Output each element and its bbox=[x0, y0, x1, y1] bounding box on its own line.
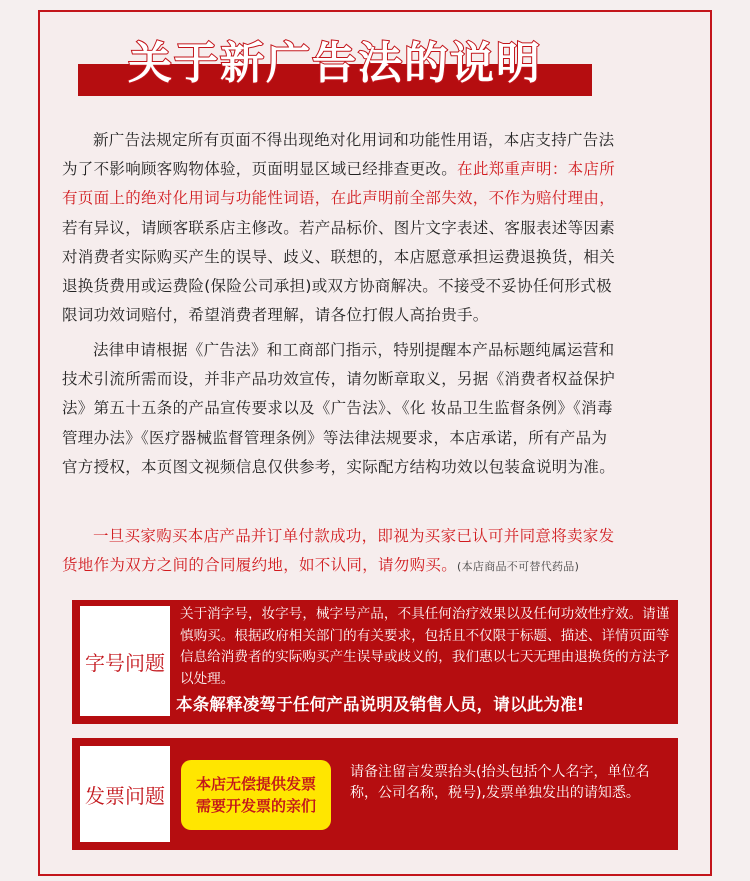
p1-text-2: 若有异议，请顾客联系店主修改。若产品标价、图片文字表述、客服表述等因素对消费者实际购买产生的误导、歧义、联想的，本店愿意承担运费退换货，相关退换货费用或运费险(保险公司承担)或双方协商解决。不接受不妥协任何形式极限词功效词赔付，希望消费者理解，请各位打假人高抬贵手。 bbox=[62, 218, 616, 325]
fapiao-label: 发票问题 bbox=[80, 746, 170, 842]
title-banner bbox=[78, 34, 592, 96]
p1-red-statement: 在此郑重声明：本店所有页面上的绝对化用词与功能性词语，在此声明前全部失效，不作为赔付理由， bbox=[62, 160, 616, 208]
invoice-badge-line2: 需要开发票的亲们 bbox=[195, 797, 316, 815]
zihao-label: 字号问题 bbox=[80, 606, 170, 716]
zihao-text: 关于消字号，妆字号，械字号产品，不具任何治疗效果以及任何功效性疗效。请谨慎购买。根据政府相关部门的有关要求，包括且不仅限于标题、描述、详情页面等信息给消费者的实际购买产生误导或歧义的，我们惠以七天无理由退换货的方法予以处理。 bbox=[180, 606, 670, 687]
invoice-badge-line1: 本店无偿提供发票 bbox=[195, 775, 316, 793]
p3-note: (本店商品不可替代药品) bbox=[457, 560, 580, 574]
paragraph-legal bbox=[62, 336, 622, 482]
p2-text: 法律申请根据《广告法》和工商部门指示，特别提醒本产品标题纯属运营和技术引流所需而设，并非产品功效宣传，请勿断章取义，另据《消费者权益保护法》第五十五条的产品宣传要求以及《广告法》、《化 妆品卫生监督条例》《消毒管理办法》《医疗器械监督管理条例》等法律法规要求，本店承诺，所有产品为官方授权，本页图文视频信息仅供参考，实际配方结构功效以包装盒说明为准。 bbox=[62, 341, 616, 476]
fapiao-text: 请备注留言发票抬头(抬头包括个人名字，单位名称，公司名称，税号),发票单独发出的请知悉。 bbox=[350, 764, 650, 801]
p3-red-text: 一旦买家购买本店产品并订单付款成功，即视为买家已认可并同意将卖家发货地作为双方之间的合同履约地，如不认同，请勿购买。 bbox=[62, 527, 615, 575]
paragraph-contract bbox=[62, 522, 622, 581]
zihao-box bbox=[72, 600, 678, 724]
invoice-badge bbox=[181, 760, 331, 830]
fapiao-box bbox=[72, 738, 678, 850]
paragraph-ad-law bbox=[62, 126, 622, 330]
page-title: 关于新广告法的说明 bbox=[128, 38, 542, 89]
zihao-bold-note: 本条解释凌驾于任何产品说明及销售人员，请以此为准! bbox=[176, 695, 585, 714]
p1-text-1: 新广告法规定所有页面不得出现绝对化用词和功能性用语，本店支持广告法为了不影响顾客购物体验，页面明显区域已经排查更改。 bbox=[62, 131, 615, 179]
